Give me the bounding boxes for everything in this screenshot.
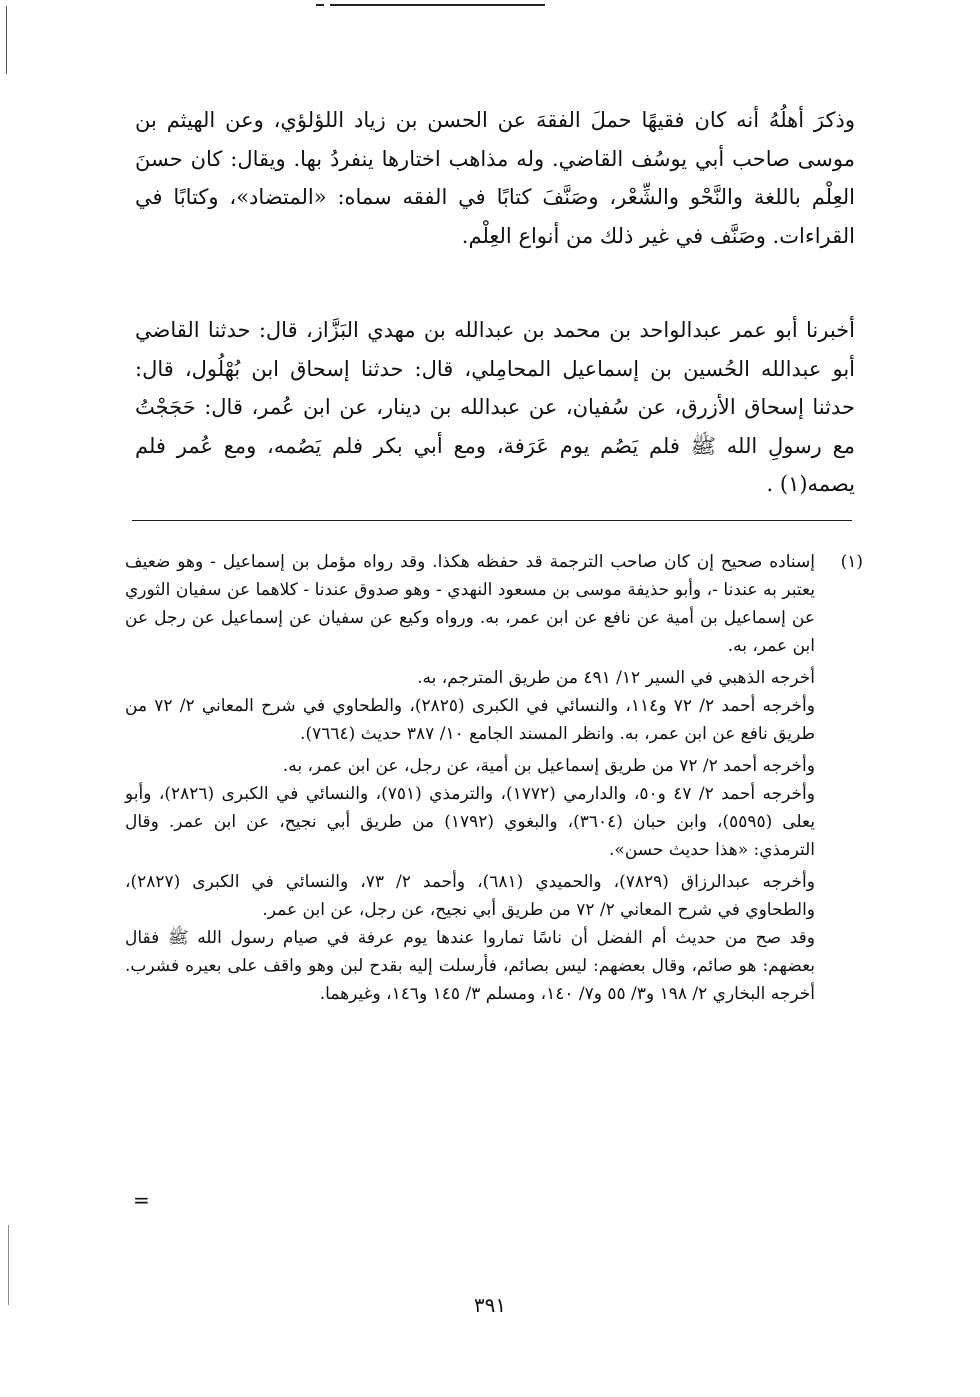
footnotes bbox=[125, 548, 863, 1008]
main-paragraph-1 bbox=[135, 101, 855, 255]
paragraph-text: وذكرَ أهلُهُ أنه كان فقيهًا حملَ الفقهَ عن الحسن بن زياد اللؤلؤي، وعن الهيثم بن موسى صاحب أبي يوسُف القاضي. وله مذاهب اختارها ينفردُ بها. ويقال: كان حسنَ العِلْم باللغة والنَّحْو والشِّعْر، وصَنَّفَ كتابًا في الفقه سماه: «المتضاد»، وكتابًا في القراءات. وصَنَّف في غير ذلك من أنواع العِلْم. bbox=[135, 108, 855, 248]
footnote-separator bbox=[132, 520, 852, 521]
footnote-text: وقد صح من حديث أم الفضل أن ناسًا تماروا عندها يوم عرفة في صيام رسول الله ﷺ فقال بعضهم: هو صائم، وقال بعضهم: ليس بصائم، فأرسلت إليه بقدح لبن وهو واقف على بعيره فشرب. أخرجه البخاري ٢/ ١٩٨ و٣/ ٥٥ و٧/ ١٤٠، ومسلم ٣/ ١٤٥ و١٤٦، وغيرهما. bbox=[125, 928, 815, 1004]
continuation-mark: = bbox=[133, 1188, 150, 1212]
paragraph-text: أخبرنا أبو عمر عبدالواحد بن محمد بن عبدالله بن مهدي البَزَّاز، قال: حدثنا القاضي أبو عبدالله الحُسين بن إسماعيل المحامِلي، قال: حدثنا إسحاق ابن بُهْلُول، قال: حدثنا إسحاق الأزرق، عن سُفيان، عن عبدالله بن دينار، عن ابن عُمر، قال: حَجَجْتُ مع رسولِ الله ﷺ فلم يَصُم يوم عَرَفة، ومع أبي بكر فلم يَصُمه، ومع عُمر فلم يصمه(١) . bbox=[135, 318, 855, 496]
footnote-text: وأخرجه أحمد ٢/ ٧٢ و١١٤، والنسائي في الكبرى (٢٨٢٥)، والطحاوي في شرح المعاني ٢/ ٧٢ من طريق نافع عن ابن عمر، به. وانظر المسند الجامع ١٠/ ٣٨٧ حديث (٧٦٦٤). bbox=[125, 696, 815, 744]
footnote-text: إسناده صحيح إن كان صاحب الترجمة قد حفظه هكذا. وقد رواه مؤمل بن إسماعيل - وهو ضعيف يعتبر به عندنا -، وأبو حذيفة موسى بن مسعود النهدي - وهو صدوق عندنا - كلاهما عن سفيان الثوري عن إسماعيل بن أمية عن نافع عن ابن عمر، به. ورواه وكيع عن سفيان عن إسماعيل عن رجل عن ابن عمر، به. bbox=[125, 552, 815, 656]
top-rule bbox=[330, 4, 545, 6]
footnote-text: وأخرجه أحمد ٢/ ٧٢ من طريق إسماعيل بن أمية، عن رجل، عن ابن عمر، به. bbox=[282, 756, 815, 776]
footnote-text: أخرجه الذهبي في السير ١٢/ ٤٩١ من طريق المترجم، به. bbox=[417, 668, 815, 688]
top-rule bbox=[316, 4, 324, 6]
footnote-text: وأخرجه عبدالرزاق (٧٨٢٩)، والحميدي (٦٨١)، وأحمد ٢/ ٧٣، والنسائي في الكبرى (٢٨٢٧)، والطحاوي في شرح المعاني ٢/ ٧٢ من طريق أبي نجيح، عن رجل، عن ابن عمر. bbox=[125, 872, 815, 920]
footnote-text: وأخرجه أحمد ٢/ ٤٧ و٥٠، والدارمي (١٧٧٢)، والترمذي (٧٥١)، والنسائي في الكبرى (٢٨٢٦)، وأبو يعلى (٥٥٩٥)، وابن حبان (٣٦٠٤)، والبغوي (١٧٩٢) من طريق أبي نجيح، عن ابن عمر. وقال الترمذي: «هذا حديث حسن». bbox=[125, 784, 815, 860]
page-number: ٣٩١ bbox=[473, 1293, 507, 1317]
margin-line bbox=[6, 6, 7, 74]
main-paragraph-2 bbox=[135, 311, 855, 504]
footnote-marker: (١) bbox=[840, 552, 863, 572]
